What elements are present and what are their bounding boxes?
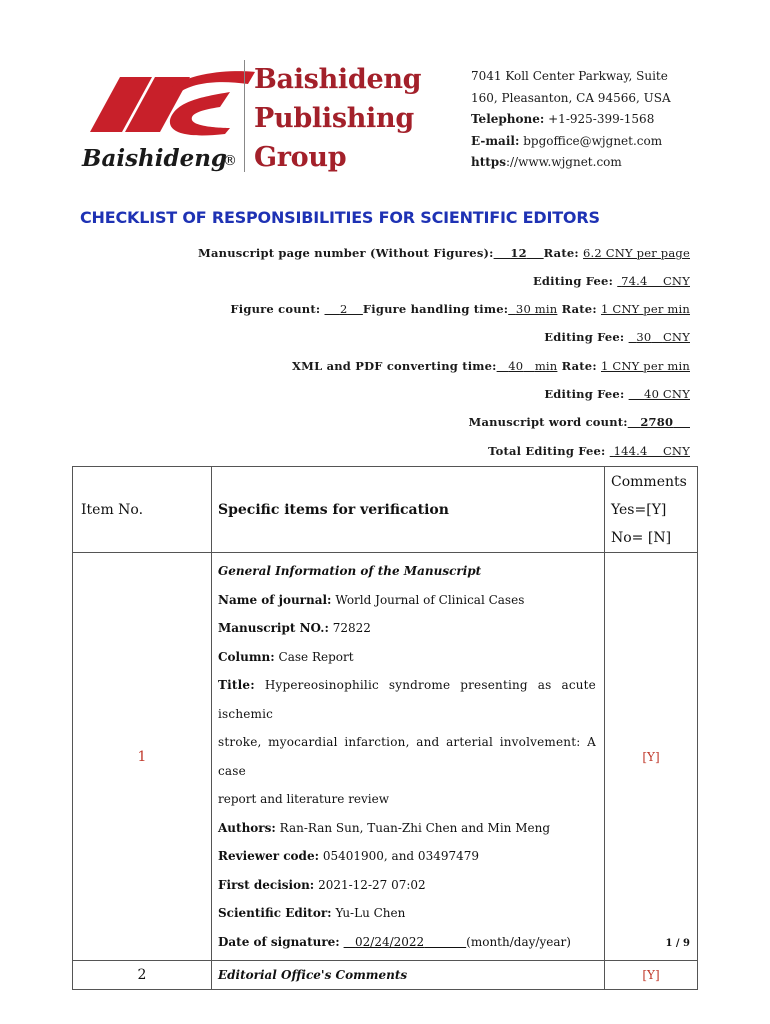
column-value: Case Report bbox=[278, 649, 354, 664]
website-value[interactable]: ://www.wjgnet.com bbox=[505, 155, 622, 169]
journal-label: Name of journal: bbox=[218, 592, 332, 607]
signature-format: (month/day/year) bbox=[466, 934, 571, 949]
sci-editor-label: Scientific Editor: bbox=[218, 906, 332, 920]
address-line-1: 7041 Koll Center Parkway, Suite bbox=[471, 69, 668, 83]
sci-editor-value: Yu-Lu Chen bbox=[335, 906, 406, 920]
authors-line bbox=[218, 814, 596, 843]
row-2-number: 2 bbox=[73, 961, 212, 990]
header-specific-items: Specific items for verification bbox=[212, 467, 605, 553]
email-value[interactable]: bpgoffice@wjgnet.com bbox=[523, 133, 663, 148]
title-value-1: Hypereosinophilic syndrome presenting as acute ischemic bbox=[218, 678, 596, 721]
header-no-legend: No= [N] bbox=[611, 529, 672, 546]
page-rate-value: 6.2 CNY per page bbox=[583, 246, 690, 260]
figure-line bbox=[230, 302, 690, 316]
row-1-comment: [Y] bbox=[605, 553, 698, 961]
page-fee-line bbox=[533, 274, 690, 288]
website-line bbox=[471, 152, 671, 174]
figure-count-label: Figure count: bbox=[230, 302, 321, 316]
title-label: Title: bbox=[218, 678, 255, 692]
column-label: Column: bbox=[218, 649, 275, 664]
total-fee-line bbox=[488, 444, 690, 458]
checklist-table bbox=[72, 466, 698, 990]
publisher-name-line-3: Group bbox=[254, 142, 347, 173]
title-line-3: report and literature review bbox=[218, 792, 390, 806]
header-comments bbox=[605, 467, 698, 553]
xml-fee-value: 40 CNY bbox=[644, 387, 690, 401]
table-row-1 bbox=[73, 553, 698, 961]
manuscript-no-label: Manuscript NO.: bbox=[218, 621, 329, 635]
telephone-line bbox=[471, 109, 671, 131]
figure-rate-value: 1 CNY per min bbox=[601, 302, 690, 316]
header-yes-legend: Yes=[Y] bbox=[611, 501, 667, 518]
figure-count-value: 2 bbox=[339, 302, 348, 316]
decision-label: First decision: bbox=[218, 877, 315, 892]
registered-mark: ® bbox=[223, 153, 237, 169]
page-title: CHECKLIST OF RESPONSIBILITIES FOR SCIENTIFIC EDITORS bbox=[80, 208, 600, 227]
total-fee-label: Total Editing Fee: bbox=[488, 444, 606, 458]
header-divider bbox=[244, 60, 245, 172]
signature-line bbox=[218, 928, 596, 957]
reviewer-label: Reviewer code: bbox=[218, 849, 320, 863]
website-label: https bbox=[471, 155, 506, 169]
email-line bbox=[471, 131, 671, 153]
figure-time-value: 30 min bbox=[515, 302, 558, 316]
page-count-value: 12 bbox=[510, 246, 527, 260]
column-line bbox=[218, 643, 596, 672]
table-row-2 bbox=[73, 961, 698, 990]
row-2-details bbox=[212, 961, 605, 990]
page-fee-label: Editing Fee: bbox=[532, 274, 614, 288]
sci-editor-line bbox=[218, 899, 596, 928]
reviewer-line bbox=[218, 842, 596, 871]
title-line-1 bbox=[218, 671, 596, 728]
page-rate-label: Rate: bbox=[543, 246, 579, 260]
decision-line bbox=[218, 871, 596, 900]
row-1-number: 1 bbox=[73, 553, 212, 961]
address-line-2: 160, Pleasanton, CA 94566, USA bbox=[471, 90, 671, 105]
row-1-details bbox=[212, 553, 605, 961]
total-fee-value: 144.4 CNY bbox=[613, 444, 690, 458]
title-line-2: stroke, myocardial infarction, and arterial involvement: A case bbox=[218, 735, 596, 778]
word-count-line bbox=[469, 415, 690, 429]
figure-rate-label: Rate: bbox=[561, 302, 597, 316]
figure-time-label: Figure handling time: bbox=[362, 302, 509, 316]
journal-line bbox=[218, 586, 596, 615]
authors-label: Authors: bbox=[218, 820, 276, 835]
manuscript-no-line bbox=[218, 614, 596, 643]
header-item-no: Item No. bbox=[73, 467, 212, 553]
xml-rate-label: Rate: bbox=[561, 359, 597, 373]
figure-fee-line bbox=[544, 330, 690, 344]
row-2-comment: [Y] bbox=[605, 961, 698, 990]
xml-line bbox=[292, 359, 690, 373]
table-header-row bbox=[73, 467, 698, 553]
xml-fee-line bbox=[544, 387, 690, 401]
section-editorial-office: Editorial Office's Comments bbox=[218, 968, 408, 982]
page-number: 1 / 9 bbox=[665, 938, 690, 949]
decision-value: 2021-12-27 07:02 bbox=[318, 877, 426, 892]
publisher-name-line-2: Publishing bbox=[254, 103, 414, 134]
logo-wordmark: Baishideng bbox=[82, 145, 228, 172]
word-count-value: 2780 bbox=[640, 415, 674, 429]
xml-rate-value: 1 CNY per min bbox=[601, 359, 690, 373]
section-general-info: General Information of the Manuscript bbox=[218, 564, 482, 578]
contact-block bbox=[471, 66, 671, 174]
journal-value: World Journal of Clinical Cases bbox=[335, 592, 525, 607]
page-count-line bbox=[198, 246, 690, 260]
publisher-name-line-1: Baishideng bbox=[254, 64, 422, 95]
reviewer-value: 05401900, and 03497479 bbox=[322, 849, 480, 863]
figure-fee-value: 30 CNY bbox=[636, 330, 690, 344]
page-fee-value: 74.4 CNY bbox=[621, 274, 690, 288]
telephone-label: Telephone: bbox=[471, 112, 545, 126]
publisher-logo bbox=[80, 62, 255, 177]
signature-label: Date of signature: bbox=[218, 934, 340, 949]
page-count-label: Manuscript page number (Without Figures): bbox=[198, 246, 494, 260]
publisher-name bbox=[254, 60, 421, 177]
authors-value: Ran-Ran Sun, Tuan-Zhi Chen and Min Meng bbox=[279, 820, 551, 835]
xml-time-label: XML and PDF converting time: bbox=[292, 359, 497, 373]
xml-time-value: 40 min bbox=[508, 359, 558, 373]
figure-fee-label: Editing Fee: bbox=[544, 330, 625, 344]
manuscript-no-value: 72822 bbox=[332, 621, 371, 635]
word-count-label: Manuscript word count: bbox=[468, 415, 628, 429]
signature-date: 02/24/2022 bbox=[355, 934, 425, 949]
email-label: E-mail: bbox=[471, 133, 520, 148]
xml-fee-label: Editing Fee: bbox=[544, 387, 625, 401]
telephone-value: +1-925-399-1568 bbox=[548, 112, 655, 126]
header-comments-label: Comments bbox=[611, 473, 687, 490]
